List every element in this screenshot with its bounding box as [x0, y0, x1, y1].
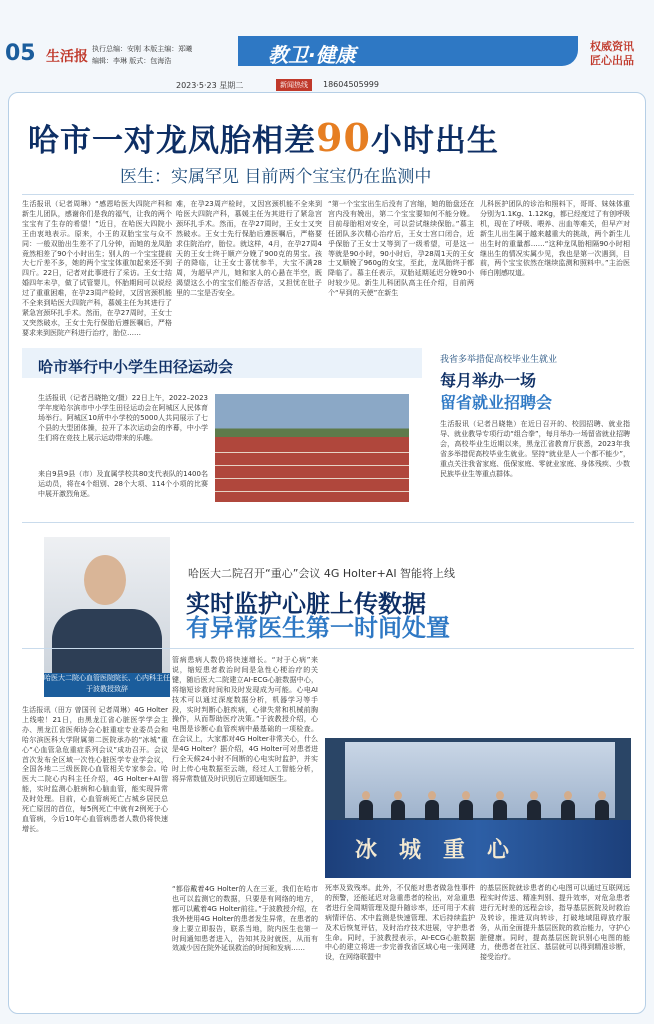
issue-date: 2023·5·23 星期二 — [176, 81, 244, 90]
speaker-photo — [44, 537, 170, 673]
lead-column-1: 生活报讯（记者周琳）“感恩哈医大四院产科和新生儿团队，感谢你们是我的福气，让我的两个宝宝有了生存的希望！”近日，在哈医大四院小王由衷地表示。原来，小王的双胎宝宝与众不同：一般双胎出生差不了几分钟，而她的龙凤胎竟然相差了90个小时出生；别人的一个宝宝提前大七斤差不多，她的两个宝宝体重加起来还不到四斤。22日，记者对此事进行了采访。王女士结婚四年未孕，做了试管婴儿，怀胎期间可以说经过了重重困难，在孕23周产检时，又因宫颈机能不全来到哈医大四院产科，慕媛主任为其进行了紧急宫颈环扎手术。然而，在孕27周时，王女士又突然破水，王女士先行保胎后遵医嘱后，严格要求来到医院产科进行治疗，胎位…… — [22, 200, 172, 337]
credits-line-2: 编辑：李琳 版式：包海浩 — [92, 57, 172, 65]
conference-banner-text: 冰城重心 — [355, 837, 532, 863]
lead-column-2: 难，在孕23周产检时，又因宫颈机能不全来到哈医大四院产科，慕媛主任为其进行了紧急宫颈环扎手术。然而，在孕27周时，王女士又突然破水。王女士先行保胎后遵医嘱后，严格要求住院治疗，胎位。就这样，4月，在孕27周4天的王女士终于顺产分娩了900克的男宝。孩子的降临，让王女士喜忧参半，大宝不满28周，为超早产儿，她和家人的心悬在半空，既渴望这么小的宝宝们能否存活，又担忧在肚子里的二宝是否安全。 — [176, 200, 322, 298]
divider — [22, 648, 634, 649]
divider — [22, 522, 634, 523]
slogan — [590, 40, 634, 68]
lead-headline: 哈市一对龙凤胎相差90小时出生 — [28, 115, 499, 160]
jobs-kicker: 我省多举措促高校毕业生就业 — [440, 355, 558, 365]
cardio-headline-1: 实时监护心脏上传数据 — [186, 590, 426, 618]
hotline-number: 18604505999 — [323, 80, 379, 89]
section-banner — [238, 36, 578, 66]
page-number: 05 — [5, 41, 36, 66]
lead-column-4: 儿科医护团队的诊治和照料下，哥哥、妹妹体重分别为1.1Kg、1.12Kg，都已经度过了有创呼吸机，现在了呼吸、喂养、出血等难关，但早产对新生儿出生属于越来越重大的挑战，两个新生儿出生时的重量都……“这种龙凤胎相隔90小时相继出生的情况实属少见，我也是第一次遇到，目前，两个宝宝依然在继续监测和照料中。”主治医师白刚感叹道。 — [480, 200, 630, 278]
cardio-kicker: 哈医大二院召开“重心”会议 4G Holter+AI 智能将上线 — [188, 567, 456, 580]
sports-headline: 哈市举行中小学生田径运动会 — [38, 358, 234, 376]
cardio-column-2: 管病患病人数仍将快速增长。“对于心病”来说，缩短患者救治时间是急性心梗治疗的关键，随后医大二院建立AI-ECG心脏数据中心，将缩短诊救时间和及时发现成为可能。心电AI技术可以通过深度数据分析，机器学习等手段，实时判断心脏疾病，心律失常和机械前胸操作，从而帮助医疗决策。”于波教授介绍，心电图是诊断心血管疾病中最基础的一项检查。在会议上，大家都对4G Holter非常关心，什么是4G Holter？据介绍，4G Holter可对患者进行全天候24小时不间断的心电实时监护，并实时上传心电数据至云端，经过人工智能分析，将异常数值及时识别后立即通知医生。 — [172, 656, 318, 783]
jobs-body: 生活报讯（记者吕晓艳）在近日召开的、校园招聘、就业指导、就业教导专项行动“组合拳”，每月举办一场留省就业招聘会，高校毕业生近期以来，黑龙江省教育厅获悉，2023年我省多举措促高校毕业生就业。坚持“就业是人一个都不能少”，重点关注我省家庭、低保家庭、零就业家庭、身体残疾、少数民族毕业生等重点群体。 — [440, 420, 630, 478]
divider — [22, 194, 634, 195]
conference-photo — [325, 738, 631, 878]
sports-body-2: 来自9县9县（市）及直属学校共80支代表队的1400名运动员，将在4个组别、28个大项、114个小项的比赛中展开激烈角逐。 — [38, 470, 208, 498]
speaker-photo-caption: 哈医大二院心血管医院院长、心内科主任于波教授致辞 — [44, 673, 170, 697]
section-title: 教卫·健康 — [268, 43, 356, 67]
cardio-column-4: 死率及致残率。此外，不仅能对患者做急性事件的预警，还能延迟对急重患者的检出，对急重患者进行全周期管理及提升随诊率，还可用于术前病情评估、术中监测是快速管理、术后持续监护及术后恢复评估，及时治疗技术进展，守护患者生命。同时，于波教授表示，AI-ECG心脏数据中心的建立将进一步完善我省区域心电一张网建设，在网络联盟中 — [325, 884, 475, 962]
jobs-headline-1: 每月举办一场 — [440, 371, 537, 390]
slogan-line-1: 权威资讯 — [590, 40, 634, 53]
sports-body-1: 生活报讯（记者吕晓艳文/摄）22日上午，2022–2023学年度哈尔滨市中小学生田径运动会在阿城区人民体育场举行。阿城区10所中小学校的5000人共同展示了七个县的大型团体操，拉开了本次运动会的序幕，中小学生们将在竞技上展示运动带来的乐趣。 — [38, 394, 208, 442]
slogan-line-2: 匠心出品 — [590, 54, 634, 67]
credits-line-1: 执行总编：安刚 本版主编：郑曦 — [92, 45, 193, 53]
paper-logo: 生活报 — [46, 49, 88, 65]
lead-column-3: “第一个宝宝出生后没有了宫缩，她的胎盘还在宫内没有娩出，第二个宝宝要如何不能分娩。目前母胎相对安全，可以尝试继续保胎。”慕主任团队多次精心治疗后，王女士宫口闭合，近乎保胎了王女士又等到了一级希望，可是这一等就是90小时，90小时后，孕28周1天的王女士又顺娩了960g的女宝，至此，龙凤胎终于都降临了。慕主任表示，双胎延期延迟分娩90小时较少见。新生儿科团队高主任介绍，目前两个“早到的天使”在新生 — [328, 200, 474, 298]
hotline-label: 新闻热线 — [276, 79, 312, 91]
sports-photo — [215, 394, 409, 502]
cardio-column-3: “都俗戴着4G Holter的人在三亚，我们在哈市也可以监测它的数据，只要是有网络的地方，都可以戴着4G Holter前往。”于波教授介绍，在我外使用4G Holter的患者发生异常，在患者的身上要立即报告，联系当地，院内医生也第一时间通知患者进入，告知其及时就医，从而有效减少因在院外延误救治的时间和发病…… — [172, 885, 318, 1005]
cardio-column-5: 的基层医院就诊患者的心电图可以通过互联网远程实时传送、精准判别、提升效率，对危急患者进行无时差的远程会诊，指导基层医院及时救治及转诊，推进双向转诊，打破地域阻碍放疗服务，从而全面提升基层医院的救治能力，守护心脏健康。同时，提高基层医院识别心电图的能力，使患者在社区、基层就可以得到精准诊断，接受治疗。 — [480, 884, 630, 962]
cardio-column-1: 生活报讯（田方 曾国刊 记者周琳）4G Holter上线啦！21日，由黑龙江省心脏医学学会主办、黑龙江省医师协会心脏重症专业委员会和哈尔滨医科大学附属第二医院承办的“冰城”重心“心血管急危重症系列会议”成功召开。会议首次发布全区域一次性心脏医学专业学会议，全国各地二三级医院心血管相关专家参会。哈医大二院心内科主任介绍，4G Holter+AI智能，实时监测心脏病和心脑血管，能实现异常及时处理。目前，心血管病死亡占城乡居民总死亡原因的首位，每5例死亡中就有2例死于心血管病，今后10年心血管病患者人数仍将快速增长。 — [22, 706, 168, 833]
lead-subhead: 医生：实属罕见 目前两个宝宝仍在监测中 — [120, 167, 432, 187]
jobs-headline-2: 留省就业招聘会 — [440, 393, 553, 412]
lead-headline-number: 90 — [316, 115, 371, 160]
cardio-headline-2: 有异常医生第一时间处置 — [186, 614, 450, 642]
